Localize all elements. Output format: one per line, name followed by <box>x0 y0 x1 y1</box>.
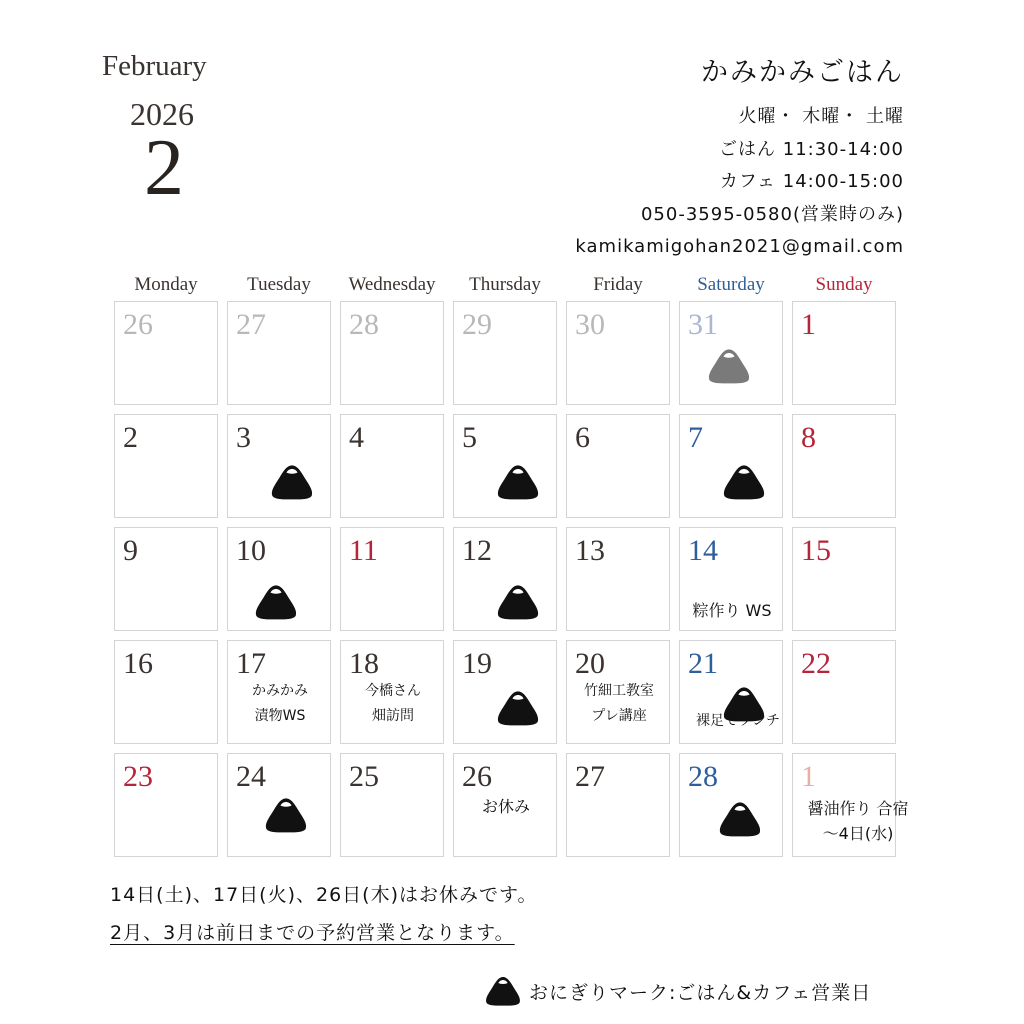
day-cell <box>340 414 444 518</box>
day-cell <box>340 640 444 744</box>
day-cell <box>227 414 331 518</box>
event-note: 今橋さん 畑訪問 <box>365 683 421 724</box>
month-number: 2 <box>144 124 184 212</box>
day-cell <box>227 640 331 744</box>
shop-name: かみかみごはん <box>701 57 904 88</box>
day-number: 29 <box>462 308 492 341</box>
day-cell <box>340 527 444 631</box>
day-number: 16 <box>123 647 153 680</box>
day-number: 17 <box>236 647 266 680</box>
onigiri-icon <box>705 347 753 385</box>
weekday-header <box>114 274 898 300</box>
day-cell <box>566 301 670 405</box>
day-cell <box>566 527 670 631</box>
reservation-notice: 2月、3月は前日までの予約営業となります。 <box>110 922 515 944</box>
day-cell <box>792 640 896 744</box>
day-number: 1 <box>801 760 816 793</box>
day-number: 13 <box>575 534 605 567</box>
event-note: 竹細工教室 プレ講座 <box>584 683 654 724</box>
day-cell <box>227 753 331 857</box>
day-number: 14 <box>688 534 718 567</box>
day-cell <box>792 301 896 405</box>
day-number: 28 <box>349 308 379 341</box>
day-number: 6 <box>575 421 590 454</box>
day-cell <box>792 414 896 518</box>
onigiri-icon <box>494 689 542 727</box>
day-cell <box>566 414 670 518</box>
phone-number: 050-3595-0580(営業時のみ) <box>640 203 904 225</box>
day-cell <box>114 414 218 518</box>
day-cell <box>679 414 783 518</box>
onigiri-icon <box>720 463 768 501</box>
event-note: 醤油作り 合宿 〜4日(水) <box>807 799 909 843</box>
day-cell <box>340 753 444 857</box>
onigiri-icon <box>494 463 542 501</box>
onigiri-icon <box>494 583 542 621</box>
legend <box>483 975 871 1007</box>
cafe-hours: カフェ 14:00-15:00 <box>719 171 904 192</box>
onigiri-icon <box>716 800 764 838</box>
day-cell <box>792 527 896 631</box>
open-days: 火曜・ 木曜・ 土曜 <box>738 106 904 127</box>
day-cell <box>679 527 783 631</box>
day-number: 22 <box>801 647 831 680</box>
onigiri-icon <box>483 975 523 1007</box>
day-number: 27 <box>236 308 266 341</box>
email-address: kamikamigohan2021@gmail.com <box>575 236 904 257</box>
onigiri-icon <box>252 583 300 621</box>
day-number: 7 <box>688 421 703 454</box>
closed-days-notice: 14日(土)、17日(火)、26日(木)はお休みです。 <box>110 884 538 906</box>
weekday-wednesday: Wednesday <box>348 274 436 295</box>
day-number: 23 <box>123 760 153 793</box>
day-cell <box>340 301 444 405</box>
event-note: 粽作り WS <box>692 601 772 620</box>
weekday-thursday: Thursday <box>469 274 541 295</box>
day-number: 30 <box>575 308 605 341</box>
day-cell <box>114 301 218 405</box>
month-english: February <box>102 50 207 82</box>
day-cell <box>679 640 783 744</box>
day-number: 28 <box>688 760 718 793</box>
onigiri-icon <box>262 796 310 834</box>
day-cell <box>453 753 557 857</box>
day-number: 8 <box>801 421 816 454</box>
day-cell <box>566 640 670 744</box>
weekday-friday: Friday <box>593 274 643 295</box>
day-cell <box>227 301 331 405</box>
day-number: 1 <box>801 308 816 341</box>
weekday-tuesday: Tuesday <box>247 274 311 295</box>
day-number: 11 <box>349 534 378 567</box>
day-number: 31 <box>688 308 718 341</box>
day-number: 27 <box>575 760 605 793</box>
event-note: お休み <box>481 797 530 816</box>
rice-hours: ごはん 11:30-14:00 <box>719 138 904 160</box>
day-cell <box>453 301 557 405</box>
year: 2026 <box>130 96 194 132</box>
day-number: 18 <box>349 647 379 680</box>
day-cell <box>679 753 783 857</box>
event-note: 裸足でランチ <box>696 713 780 729</box>
day-cell <box>114 753 218 857</box>
calendar-grid <box>114 301 909 861</box>
day-number: 10 <box>236 534 266 567</box>
weekday-sunday: Sunday <box>815 274 873 295</box>
weekday-saturday: Saturday <box>697 274 765 295</box>
day-cell <box>453 640 557 744</box>
day-cell <box>679 301 783 405</box>
day-number: 4 <box>349 421 364 454</box>
day-number: 24 <box>236 760 266 793</box>
legend-text: おにぎりマーク:ごはん&カフェ営業日 <box>529 981 872 1004</box>
day-cell <box>453 527 557 631</box>
day-number: 15 <box>801 534 831 567</box>
shop-info <box>575 50 904 264</box>
onigiri-icon <box>268 463 316 501</box>
weekday-monday: Monday <box>134 274 198 295</box>
day-cell <box>566 753 670 857</box>
day-cell <box>114 527 218 631</box>
day-number: 26 <box>123 308 153 341</box>
day-number: 3 <box>236 421 251 454</box>
day-number: 25 <box>349 760 379 793</box>
day-number: 12 <box>462 534 492 567</box>
day-cell <box>453 414 557 518</box>
day-number: 5 <box>462 421 477 454</box>
day-number: 2 <box>123 421 138 454</box>
day-cell <box>114 640 218 744</box>
day-number: 26 <box>462 760 492 793</box>
day-number: 9 <box>123 534 138 567</box>
day-number: 20 <box>575 647 605 680</box>
day-number: 21 <box>688 647 718 680</box>
day-cell <box>227 527 331 631</box>
day-number: 19 <box>462 647 492 680</box>
day-cell <box>792 753 909 857</box>
event-note: かみかみ 漬物WS <box>252 683 308 724</box>
